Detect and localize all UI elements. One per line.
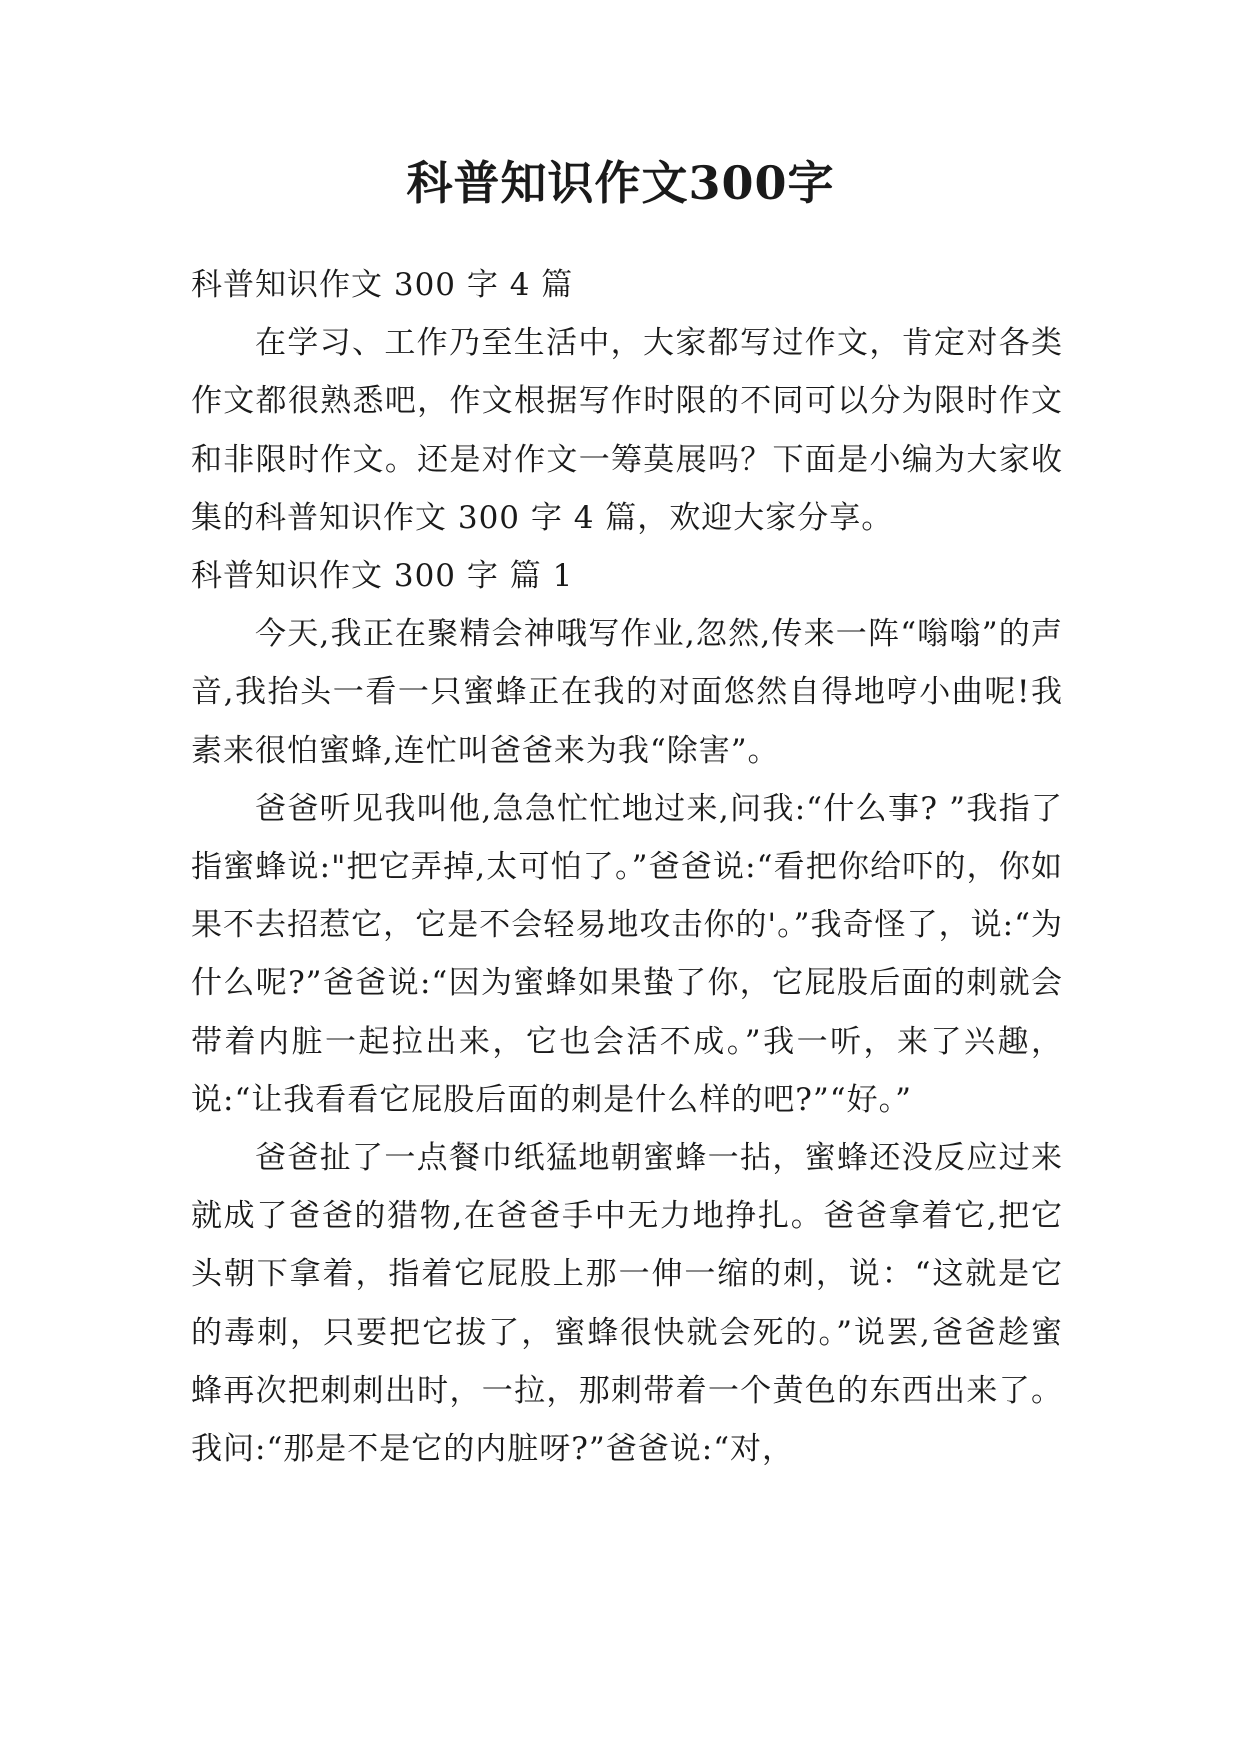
body-paragraph: 爸爸听见我叫他,急急忙忙地过来,问我:“什么事? ”我指了指蜜蜂说:"把它弄掉,太可怕了。”爸爸说:“看把你给吓的，你如果不去招惹它，它是不会轻易地攻击你的'。”我奇怪了，说:“为什么呢?”爸爸说:“因为蜜蜂如果蛰了你，它屁股后面的刺就会带着内脏一起拉出来，它也会活不成。”我一听，来了兴趣，说:“让我看看它屁股后面的刺是什么样的吧?”“好。” (191, 790, 1063, 1118)
intro-paragraph: 在学习、工作乃至生活中，大家都写过作文，肯定对各类作文都很熟悉吧，作文根据写作时限的不同可以分为限时作文和非限时作文。还是对作文一筹莫展吗？下面是小编为大家收集的科普知识作文 300 字 4 篇，欢迎大家分享。 (191, 325, 1063, 536)
document-title: 科普知识作文300字 (406, 156, 835, 210)
document-subtitle: 科普知识作文 300 字 4 篇 (191, 267, 574, 303)
body-paragraph: 今天,我正在聚精会神哦写作业,忽然,传来一阵“嗡嗡”的声音,我抬头一看一只蜜蜂正在我的对面悠然自得地哼小曲呢!我素来很怕蜜蜂,连忙叫爸爸来为我“除害”。 (191, 616, 1063, 769)
document-body (191, 256, 1063, 1478)
body-paragraph: 爸爸扯了一点餐巾纸猛地朝蜜蜂一拈，蜜蜂还没反应过来就成了爸爸的猎物,在爸爸手中无力地挣扎。爸爸拿着它,把它头朝下拿着，指着它屁股上那一伸一缩的刺，说：“这就是它的毒刺，只要把它拔了，蜜蜂很快就会死的。”说罢,爸爸趁蜜蜂再次把刺刺出时，一拉，那刺带着一个黄色的东西出来了。我问:“那是不是它的内脏呀?”爸爸说:“对， (191, 1140, 1063, 1468)
section-heading: 科普知识作文 300 字 篇 1 (191, 558, 574, 595)
